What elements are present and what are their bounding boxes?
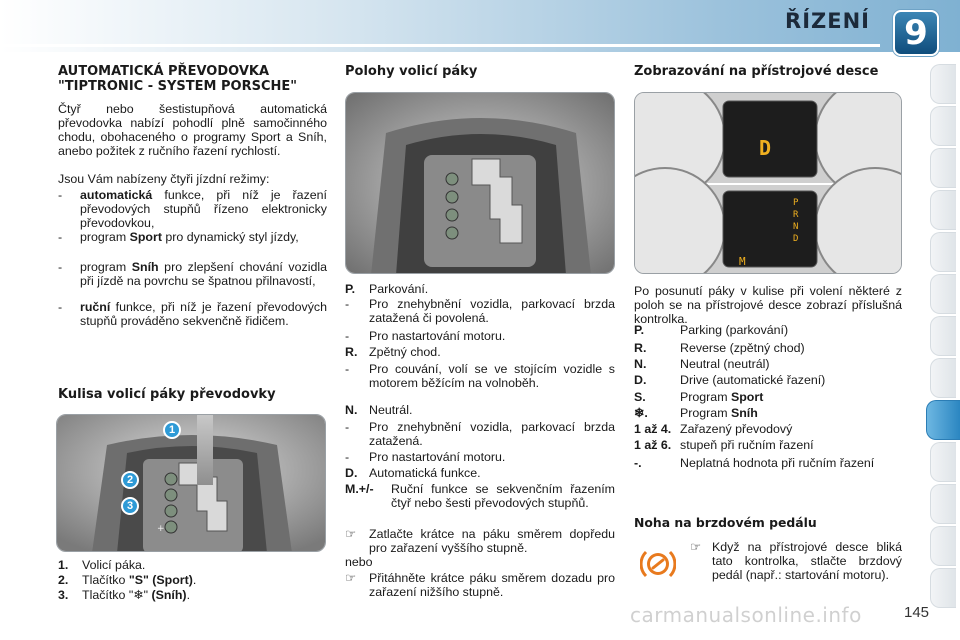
instrument-cluster-illustration <box>635 93 902 274</box>
indicator-text-bold: Sníh <box>730 406 758 420</box>
mode-dash: - <box>58 188 63 202</box>
mode-dash: - <box>58 260 63 274</box>
chapter-tab[interactable] <box>930 568 956 608</box>
indicator-text-plain: Drive (automatické řazení) <box>680 373 826 387</box>
position-text: Zatlačte krátce na páku směrem dopředu pro zařazení vyššího stupně. <box>369 527 615 555</box>
indicator-text <box>680 390 902 404</box>
mode-bold: automatická <box>80 188 153 202</box>
indicator-item <box>634 390 902 404</box>
chapter-tab[interactable] <box>930 484 956 524</box>
indicator-item <box>634 323 902 337</box>
header-divider <box>0 44 880 47</box>
legend-item <box>58 588 327 602</box>
position-item <box>345 420 615 448</box>
mode-item <box>58 230 327 244</box>
gear-letter: N <box>793 222 799 232</box>
section-title-gate: Kulisa volicí páky převodovky <box>58 387 276 402</box>
indicator-key: 1 až 6. <box>634 438 672 452</box>
position-text: Pro znehybnění vozidla, parkovací brzda zatažená. <box>369 420 615 448</box>
mode-desc: pro dynamický styl jízdy, <box>161 230 299 244</box>
legend-text <box>82 573 327 587</box>
mode-desc: funkce, při níž je řazení převodových stupňů prováděno sekvenčně řidičem. <box>80 300 327 328</box>
position-text: Přitáhněte krátce páku směrem dozadu pro zařazení nižšího stupně. <box>369 571 615 599</box>
position-item <box>345 282 615 296</box>
legend-text: Volicí páka. <box>82 558 146 572</box>
indicator-text <box>680 357 902 371</box>
chapter-tab[interactable] <box>930 148 956 188</box>
position-item <box>345 555 615 569</box>
position-key: - <box>345 420 350 434</box>
gear-letter: D <box>793 234 799 244</box>
title-line-1: AUTOMATICKÁ PŘEVODOVKA <box>58 64 270 79</box>
mode-desc: funkce, při níž je řazení převodových stupňů řízeno elektronicky převodovkou, <box>80 188 327 230</box>
position-key: M.+/- <box>345 482 374 496</box>
indicator-text-bold: Sport <box>730 390 764 404</box>
mode-display: M <box>739 255 746 268</box>
gear-letters <box>793 197 798 245</box>
indicator-text <box>680 406 902 420</box>
position-text: Automatická funkce. <box>369 466 481 480</box>
indicator-key: S. <box>634 390 646 404</box>
indicator-item <box>634 357 902 371</box>
modes-intro: Jsou Vám nabízeny čtyři jízdní režimy: <box>58 172 270 186</box>
chapter-tab[interactable] <box>930 526 956 566</box>
indicator-text-plain: stupeň při ručním řazení <box>680 438 814 452</box>
indicator-key: N. <box>634 357 647 371</box>
svg-text:+: + <box>157 524 165 534</box>
position-item <box>345 297 615 325</box>
callout-2: 2 <box>121 471 139 489</box>
position-key: ☞ <box>345 527 357 541</box>
position-text: Parkování. <box>369 282 429 296</box>
position-key: R. <box>345 345 358 359</box>
intro-paragraph: Čtyř nebo šestistupňová automatická převodovka nabízí pohodlí plně samočinného chodu, obohaceného o programy Sport a Sníh, anebo požitek z ručního řazení rychlostí. <box>58 102 327 158</box>
legend-text-pre: Tlačítko "❄" <box>82 588 152 602</box>
mode-text <box>80 300 327 328</box>
position-item <box>345 329 615 343</box>
gear-lever-illustration <box>346 93 615 274</box>
indicator-text <box>680 341 902 355</box>
gear-display-top: D <box>759 136 772 160</box>
position-key: - <box>345 329 350 343</box>
chapter-tab[interactable] <box>930 358 956 398</box>
title-line-2: "TIPTRONIC - SYSTEM PORSCHE" <box>58 79 298 94</box>
indicator-key: D. <box>634 373 647 387</box>
position-key: P. <box>345 282 356 296</box>
indicator-text-plain: Parking (parkování) <box>680 323 789 337</box>
indicator-item <box>634 438 902 452</box>
chapter-tab[interactable] <box>930 190 956 230</box>
position-key: D. <box>345 466 358 480</box>
indicator-text <box>680 323 902 337</box>
indicator-item <box>634 422 902 436</box>
mode-item <box>58 300 327 328</box>
section-title-display: Zobrazování na přístrojové desce <box>634 64 879 79</box>
legend-number: 1. <box>58 558 69 572</box>
mode-item <box>58 188 327 230</box>
brake-note-text: Když na přístrojové desce bliká tato kontrolka, stlačte brzdový pedál (např.: startování motoru). <box>712 540 902 582</box>
position-text: Pro znehybnění vozidla, parkovací brzda zatažená či povolená. <box>369 297 615 325</box>
legend-text-tail: . <box>192 573 197 587</box>
legend-text-tail: . <box>186 588 191 602</box>
position-item <box>345 527 615 555</box>
indicator-text-plain: Zařazený převodový <box>680 422 793 436</box>
mode-dash: - <box>58 300 63 314</box>
mode-item <box>58 260 327 288</box>
indicator-text-plain: Neplatná hodnota při ručním řazení <box>680 456 875 470</box>
legend-text-pre: Tlačítko <box>82 573 129 587</box>
mode-bold: ruční <box>80 300 111 314</box>
position-item <box>345 450 615 464</box>
mode-desc: pro zlepšení chování vozidla při jízdě na povrchu se špatnou přilnavostí, <box>80 260 327 288</box>
position-text: Neutrál. <box>369 403 413 417</box>
gear-letter: P <box>793 198 799 208</box>
indicator-key: R. <box>634 341 647 355</box>
indicator-text-plain: Program <box>680 406 731 420</box>
indicator-text <box>680 456 902 470</box>
instrument-cluster-photo <box>634 92 902 274</box>
gear-lever-photo <box>345 92 615 274</box>
chapter-tab[interactable] <box>930 316 956 356</box>
mode-bold: Sport <box>129 230 162 244</box>
legend-text <box>82 588 327 602</box>
chapter-tab[interactable] <box>930 274 956 314</box>
legend-number: 2. <box>58 573 69 587</box>
indicator-item <box>634 373 902 387</box>
position-text: Zpětný chod. <box>369 345 441 359</box>
indicator-text <box>680 422 902 436</box>
page-number: 145 <box>904 604 930 621</box>
legend-item <box>58 573 327 587</box>
pointer-icon: ☞ <box>690 540 702 554</box>
indicator-key: 1 až 4. <box>634 422 672 436</box>
gear-gate-photo <box>56 414 326 552</box>
page-header <box>0 0 960 62</box>
display-intro: Po posunutí páky v kulise při volení některé z poloh se na přístrojové desce zobrazí příslušná kontrolka. <box>634 284 902 326</box>
watermark: carmanualsonline.info <box>630 603 862 627</box>
gear-gate-illustration <box>57 415 326 552</box>
legend-text-bold: (Sníh) <box>151 588 187 602</box>
chapter-tab[interactable] <box>930 232 956 272</box>
indicator-item <box>634 341 902 355</box>
position-item <box>345 345 615 359</box>
mode-text <box>80 188 327 230</box>
chapter-tabs <box>926 64 960 624</box>
indicator-key: ❄. <box>634 406 648 420</box>
chapter-tab[interactable] <box>930 106 956 146</box>
mode-pre: program <box>80 230 130 244</box>
section-title-positions: Polohy volicí páky <box>345 64 478 79</box>
chapter-tab[interactable] <box>930 442 956 482</box>
position-text: Pro couvání, volí se ve stojícím vozidle s motorem běžícím na volnoběh. <box>369 362 615 390</box>
indicator-key: P. <box>634 323 645 337</box>
callout-3: 3 <box>121 497 139 515</box>
indicator-text-plain: Program <box>680 390 731 404</box>
chapter-number-badge: 9 <box>893 10 939 56</box>
mode-text <box>80 230 327 244</box>
mode-dash: - <box>58 230 63 244</box>
indicator-key: -. <box>634 456 642 470</box>
indicator-item <box>634 456 902 470</box>
section-title-transmission <box>58 64 338 94</box>
indicator-item <box>634 406 902 420</box>
position-item <box>345 466 615 480</box>
indicator-text <box>680 438 902 452</box>
chapter-tab-active[interactable] <box>926 400 960 440</box>
position-item <box>345 362 615 390</box>
mode-text <box>80 260 327 288</box>
position-key: - <box>345 362 350 376</box>
legend-item <box>58 558 327 572</box>
indicator-text <box>680 373 902 387</box>
chapter-tab[interactable] <box>930 64 956 104</box>
indicator-text-plain: Neutral (neutrál) <box>680 357 770 371</box>
mode-pre: program <box>80 260 132 274</box>
section-title-brake: Noha na brzdovém pedálu <box>634 515 817 530</box>
position-item <box>345 403 615 417</box>
position-key: - <box>345 450 350 464</box>
chapter-title: ŘÍZENÍ <box>785 9 870 33</box>
position-text: Pro nastartování motoru. <box>369 450 506 464</box>
position-text <box>391 555 615 569</box>
position-item <box>345 571 615 599</box>
brake-note <box>690 540 902 582</box>
position-text: Pro nastartování motoru. <box>369 329 506 343</box>
brake-warning-icon <box>640 546 676 582</box>
legend-text-bold: "S" (Sport) <box>128 573 193 587</box>
position-key: - <box>345 297 350 311</box>
indicator-text-plain: Reverse (zpětný chod) <box>680 341 805 355</box>
position-text: Ruční funkce se sekvenčním řazením čtyř nebo šesti převodových stupňů. <box>391 482 615 510</box>
position-key: N. <box>345 403 358 417</box>
position-key: ☞ <box>345 571 357 585</box>
position-item <box>345 482 615 510</box>
callout-1: 1 <box>163 421 181 439</box>
position-key: nebo <box>345 555 373 569</box>
gear-letter: R <box>793 210 799 220</box>
legend-number: 3. <box>58 588 69 602</box>
mode-bold: Sníh <box>131 260 159 274</box>
